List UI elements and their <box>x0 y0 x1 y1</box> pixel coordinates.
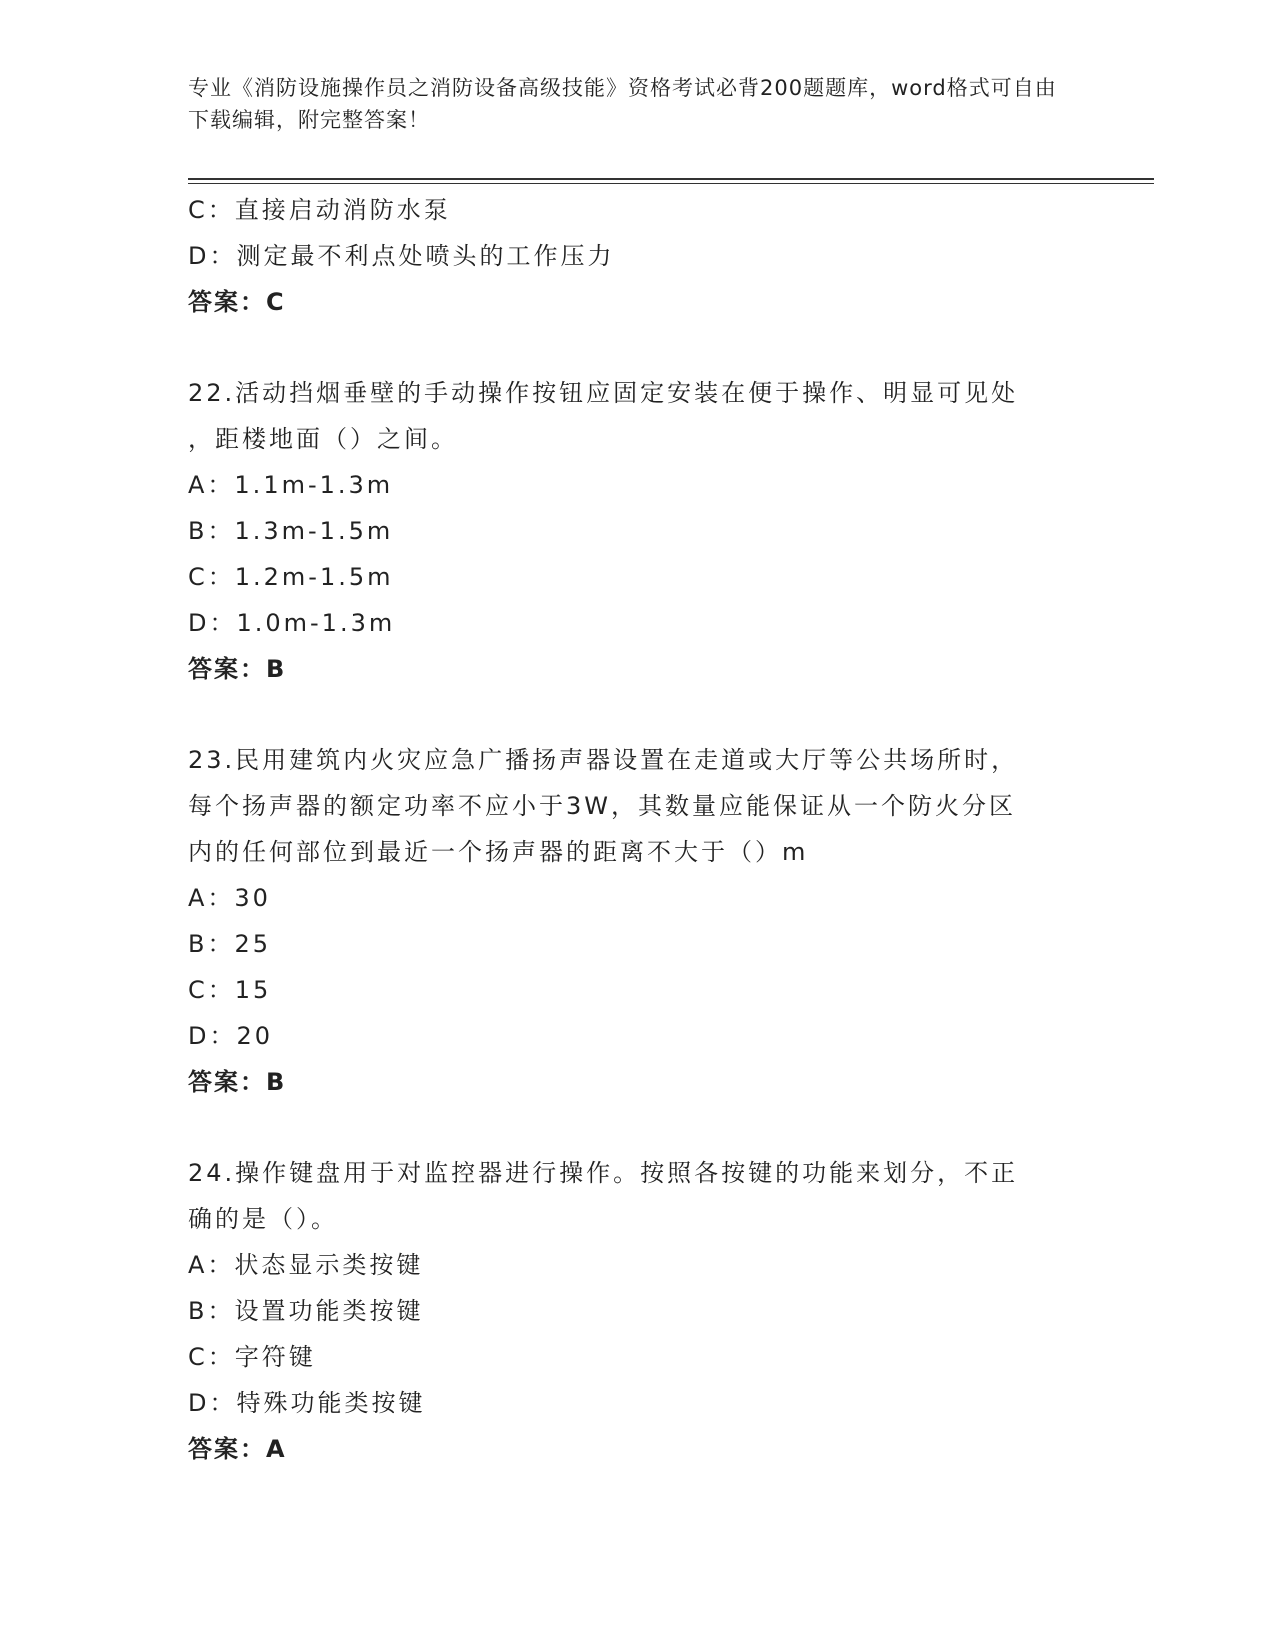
option-d: D：特殊功能类按键 <box>188 1389 426 1417</box>
question-block-prev <box>188 187 1088 325</box>
answer-label: 答案：B <box>188 1068 287 1096</box>
question-text-line: 确的是（）。 <box>188 1205 338 1233</box>
option-c: C：字符键 <box>188 1343 316 1371</box>
option-c: C：1.2m-1.5m <box>188 563 394 591</box>
answer-label: 答案：C <box>188 288 286 316</box>
question-list <box>188 187 1088 1472</box>
answer-label: 答案：A <box>188 1435 287 1463</box>
answer-label: 答案：B <box>188 655 287 683</box>
header-divider-thick <box>188 178 1154 180</box>
question-text-line: 每个扬声器的额定功率不应小于3W，其数量应能保证从一个防火分区 <box>188 792 1016 820</box>
question-text-line: 23.民用建筑内火灾应急广播扬声器设置在走道或大厅等公共场所时， <box>188 746 1019 774</box>
option-b: B：1.3m-1.5m <box>188 517 394 545</box>
spacer <box>188 1105 1088 1150</box>
option-c: C：直接启动消防水泵 <box>188 196 451 224</box>
option-c: C：15 <box>188 976 272 1004</box>
question-text-line: 内的任何部位到最近一个扬声器的距离不大于（）m <box>188 838 809 866</box>
option-a: A：30 <box>188 884 271 912</box>
question-text-line: 22.活动挡烟垂壁的手动操作按钮应固定安装在便于操作、明显可见处 <box>188 379 1019 407</box>
question-block-24 <box>188 1150 1088 1472</box>
option-a: A：1.1m-1.3m <box>188 471 394 499</box>
question-text-line: ，距楼地面（）之间。 <box>188 425 458 453</box>
spacer <box>188 325 1088 370</box>
document-header: 专业《消防设施操作员之消防设备高级技能》资格考试必背200题题库，word格式可自由下载编辑，附完整答案！ <box>188 76 1057 132</box>
question-block-23 <box>188 737 1088 1105</box>
question-text-line: 24.操作键盘用于对监控器进行操作。按照各按键的功能来划分，不正 <box>188 1159 1019 1187</box>
option-d: D：测定最不利点处喷头的工作压力 <box>188 242 615 270</box>
option-d: D：1.0m-1.3m <box>188 609 396 637</box>
option-a: A：状态显示类按键 <box>188 1251 424 1279</box>
header-divider-thin <box>188 183 1154 184</box>
option-b: B：25 <box>188 930 272 958</box>
option-d: D：20 <box>188 1022 274 1050</box>
option-b: B：设置功能类按键 <box>188 1297 424 1325</box>
spacer <box>188 692 1088 737</box>
question-block-22 <box>188 370 1088 692</box>
